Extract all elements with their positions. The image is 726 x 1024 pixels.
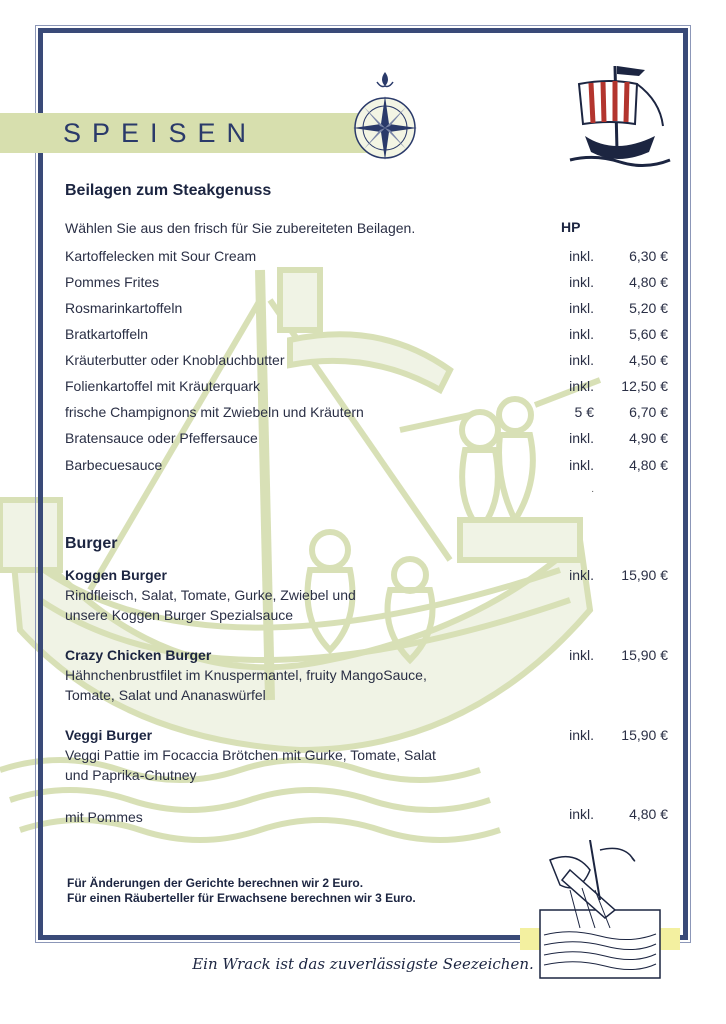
list-item bbox=[65, 430, 668, 450]
item-price: 4,80 € bbox=[629, 457, 668, 473]
item-unit: inkl. bbox=[569, 567, 594, 583]
item-price: 6,30 € bbox=[629, 248, 668, 264]
burger-item bbox=[65, 725, 668, 785]
item-price: 15,90 € bbox=[621, 727, 668, 743]
footer-motto: Ein Wrack ist das zuverlässigste Seezeichen. bbox=[192, 955, 534, 973]
list-item bbox=[65, 404, 668, 424]
burger-name: Veggi Burger bbox=[65, 727, 153, 743]
burger-name: Koggen Burger bbox=[65, 567, 167, 583]
burger-description-line: Veggi Pattie im Focaccia Brötchen mit Gurke, Tomate, Salat bbox=[65, 747, 436, 763]
sides-intro-text: Wählen Sie aus den frisch für Sie zubereiteten Beilagen. bbox=[65, 220, 416, 236]
item-unit: 5 € bbox=[574, 404, 594, 420]
burger-description-line: unsere Koggen Burger Spezialsauce bbox=[65, 607, 294, 623]
item-unit: inkl. bbox=[569, 300, 594, 316]
item-unit: inkl. bbox=[569, 378, 594, 394]
burger-description-line: Tomate, Salat und Ananaswürfel bbox=[65, 687, 266, 703]
item-price: 4,50 € bbox=[629, 352, 668, 368]
item-price: 5,60 € bbox=[629, 326, 668, 342]
list-item bbox=[65, 352, 668, 372]
item-name: frische Champignons mit Zwiebeln und Kräutern bbox=[65, 404, 364, 420]
hp-column-label: HP bbox=[561, 219, 581, 235]
note-line: Für Änderungen der Gerichte berechnen wir 2 Euro. bbox=[67, 876, 364, 890]
compass-rose-icon bbox=[346, 70, 424, 166]
item-price: 15,90 € bbox=[621, 647, 668, 663]
burger-item bbox=[65, 565, 668, 625]
item-unit: inkl. bbox=[569, 727, 594, 743]
burger-description-line: und Paprika-Chutney bbox=[65, 767, 197, 783]
item-price: 5,20 € bbox=[629, 300, 668, 316]
list-item bbox=[65, 378, 668, 398]
ship-logo-icon bbox=[565, 56, 675, 176]
item-name: Bratensauce oder Pfeffersauce bbox=[65, 430, 258, 446]
stray-dot: · bbox=[591, 486, 595, 497]
item-unit: inkl. bbox=[569, 647, 594, 663]
item-unit: inkl. bbox=[569, 274, 594, 290]
list-item bbox=[65, 300, 668, 320]
item-name: Barbecuesauce bbox=[65, 457, 163, 473]
item-price: 4,80 € bbox=[629, 274, 668, 290]
page-title: SPEISEN bbox=[63, 118, 258, 148]
burger-name: Crazy Chicken Burger bbox=[65, 647, 212, 663]
item-unit: inkl. bbox=[569, 352, 594, 368]
item-name: Folienkartoffel mit Kräuterquark bbox=[65, 378, 261, 394]
item-price: 12,50 € bbox=[621, 378, 668, 394]
item-price: 6,70 € bbox=[629, 404, 668, 420]
item-unit: inkl. bbox=[569, 457, 594, 473]
item-unit: inkl. bbox=[569, 248, 594, 264]
burger-description-line: Rindfleisch, Salat, Tomate, Gurke, Zwiebel und bbox=[65, 587, 356, 603]
item-name: mit Pommes bbox=[65, 809, 143, 825]
item-price: 15,90 € bbox=[621, 567, 668, 583]
list-item bbox=[65, 274, 668, 294]
section-heading-sides: Beilagen zum Steakgenuss bbox=[65, 182, 272, 199]
item-price: 4,90 € bbox=[629, 430, 668, 446]
item-name: Kräuterbutter oder Knoblauchbutter bbox=[65, 352, 285, 368]
item-price: 4,80 € bbox=[629, 806, 668, 822]
burger-item bbox=[65, 645, 668, 705]
list-item-extra bbox=[65, 806, 668, 826]
item-name: Rosmarinkartoffeln bbox=[65, 300, 183, 316]
burger-description-line: Hähnchenbrustfilet im Knuspermantel, fruity MangoSauce, bbox=[65, 667, 427, 683]
list-item bbox=[65, 248, 668, 268]
item-name: Bratkartoffeln bbox=[65, 326, 149, 342]
item-unit: inkl. bbox=[569, 430, 594, 446]
surcharge-notes bbox=[67, 876, 416, 906]
section-heading-burger: Burger bbox=[65, 535, 118, 552]
item-unit: inkl. bbox=[569, 806, 594, 822]
note-line: Für einen Räuberteller für Erwachsene berechnen wir 3 Euro. bbox=[67, 891, 416, 905]
item-name: Pommes Frites bbox=[65, 274, 160, 290]
list-item bbox=[65, 457, 668, 477]
item-unit: inkl. bbox=[569, 326, 594, 342]
list-item bbox=[65, 326, 668, 346]
item-name: Kartoffelecken mit Sour Cream bbox=[65, 248, 257, 264]
